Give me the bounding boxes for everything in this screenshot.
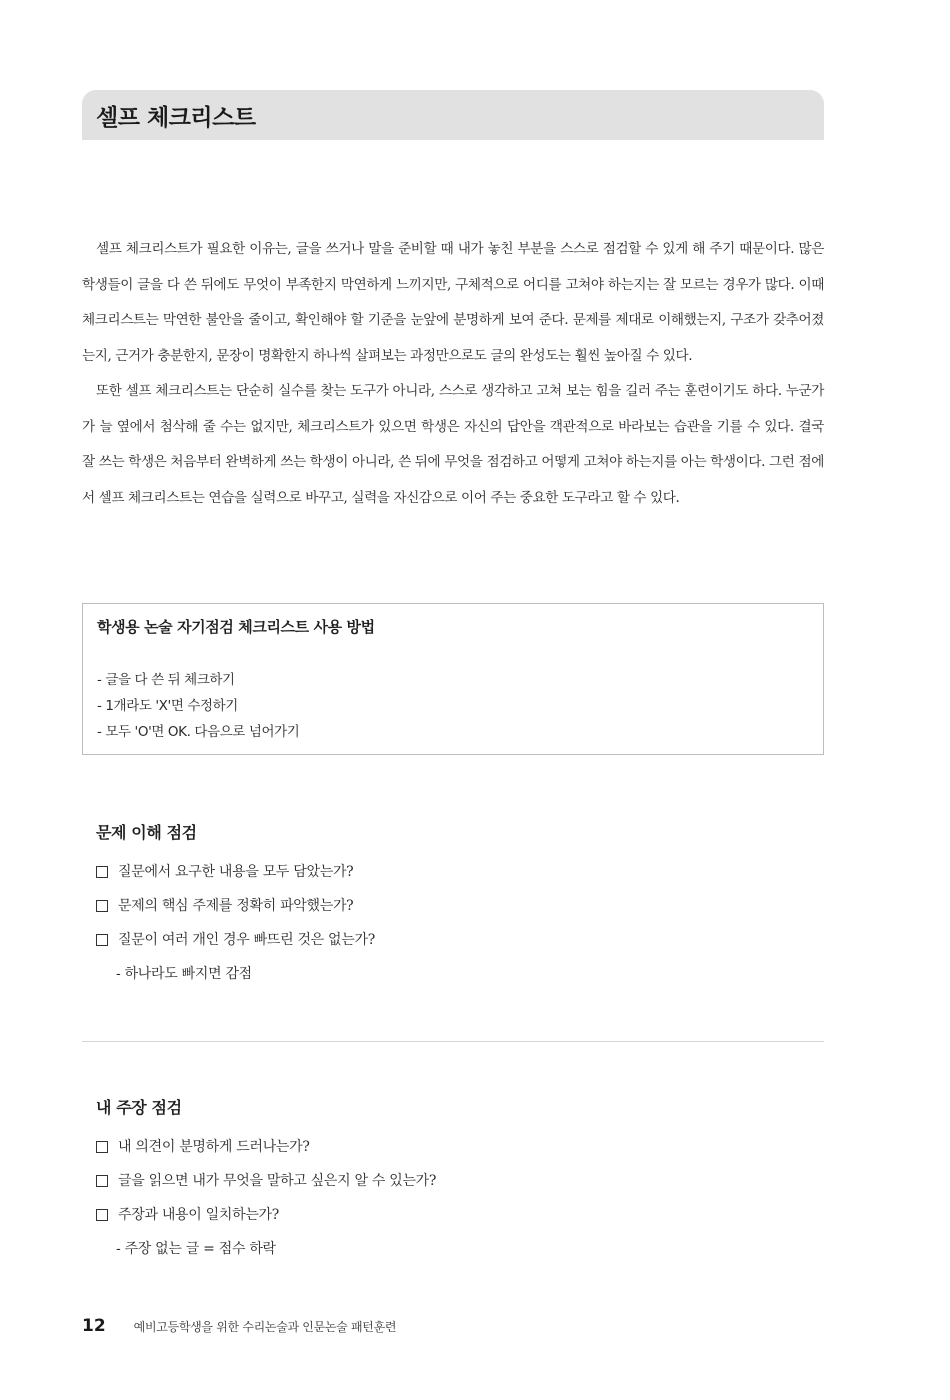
usage-box-title: 학생용 논술 자기점검 체크리스트 사용 방법 xyxy=(97,618,375,636)
checklist-item xyxy=(96,889,816,923)
usage-item: - 1개라도 'X'면 수정하기 xyxy=(97,698,238,714)
page-footer xyxy=(82,1316,396,1336)
checkbox-icon[interactable] xyxy=(96,934,108,946)
checkbox-icon[interactable] xyxy=(96,1141,108,1153)
intro-paragraph-1: 셀프 체크리스트가 필요한 이유는, 글을 쓰거나 말을 준비할 때 내가 놓친 부분을 스스로 점검할 수 있게 해 주기 때문이다. 많은 학생들이 글을 다 쓴 뒤에도 무엇이 부족한지 막연하게 느끼지만, 구체적으로 어디를 고쳐야 하는지는 잘 모르는 경우가 많다. 이때 체크리스트는 막연한 불안을 줄이고, 확인해야 할 기준을 눈앞에 분명하게 보여 준다. 문제를 제대로 이해했는지, 구조가 갖추어졌는지, 근거가 충분한지, 문장이 명확한지 하나씩 살펴보는 과정만으로도 글의 완성도는 훨씬 높아질 수 있다. xyxy=(82,241,824,364)
intro-text xyxy=(82,232,824,516)
section-problem-understanding xyxy=(96,820,816,991)
checklist-item xyxy=(96,923,816,957)
usage-item: - 글을 다 쓴 뒤 체크하기 xyxy=(97,672,235,688)
checklist-note: - 주장 없는 글 = 점수 하락 xyxy=(116,1241,276,1257)
checklist-item xyxy=(96,1164,816,1198)
section-heading: 문제 이해 점검 xyxy=(96,823,197,842)
book-title: 예비고등학생을 위한 수리논술과 인문논술 패턴훈련 xyxy=(133,1320,397,1334)
section-my-argument xyxy=(96,1095,816,1266)
usage-box xyxy=(82,603,824,755)
section-heading: 내 주장 점검 xyxy=(96,1098,182,1117)
checklist-item xyxy=(96,855,816,889)
usage-item: - 모두 'O'면 OK. 다음으로 넘어가기 xyxy=(97,724,300,740)
section-divider xyxy=(82,1041,824,1042)
checklist-item-label: 문제의 핵심 주제를 정확히 파악했는가? xyxy=(118,898,354,914)
title-bar xyxy=(82,90,824,140)
page-title: 셀프 체크리스트 xyxy=(96,104,256,131)
checkbox-icon[interactable] xyxy=(96,866,108,878)
checklist-note: - 하나라도 빠지면 감점 xyxy=(116,966,252,982)
checklist-item-label: 질문이 여러 개인 경우 빠뜨린 것은 없는가? xyxy=(118,932,375,948)
checkbox-icon[interactable] xyxy=(96,900,108,912)
checklist-item-label: 주장과 내용이 일치하는가? xyxy=(118,1207,279,1223)
checklist-item xyxy=(96,1130,816,1164)
checklist-item xyxy=(96,1198,816,1232)
checkbox-icon[interactable] xyxy=(96,1175,108,1187)
intro-paragraph-2: 또한 셀프 체크리스트는 단순히 실수를 찾는 도구가 아니라, 스스로 생각하고 고쳐 보는 힘을 길러 주는 훈련이기도 하다. 누군가가 늘 옆에서 첨삭해 줄 수는 없지만, 체크리스트가 있으면 학생은 자신의 답안을 객관적으로 바라보는 습관을 기를 수 있다. 결국 잘 쓰는 학생은 처음부터 완벽하게 쓰는 학생이 아니라, 쓴 뒤에 무엇을 점검하고 어떻게 고쳐야 하는지를 아는 학생이다. 그런 점에서 셀프 체크리스트는 연습을 실력으로 바꾸고, 실력을 자신감으로 이어 주는 중요한 도구라고 할 수 있다. xyxy=(82,383,824,506)
checkbox-icon[interactable] xyxy=(96,1209,108,1221)
page-number: 12 xyxy=(82,1316,106,1336)
checklist-item-label: 내 의견이 분명하게 드러나는가? xyxy=(118,1139,310,1155)
checklist-item-label: 질문에서 요구한 내용을 모두 담았는가? xyxy=(118,864,354,880)
checklist-item-label: 글을 읽으면 내가 무엇을 말하고 싶은지 알 수 있는가? xyxy=(118,1173,437,1189)
